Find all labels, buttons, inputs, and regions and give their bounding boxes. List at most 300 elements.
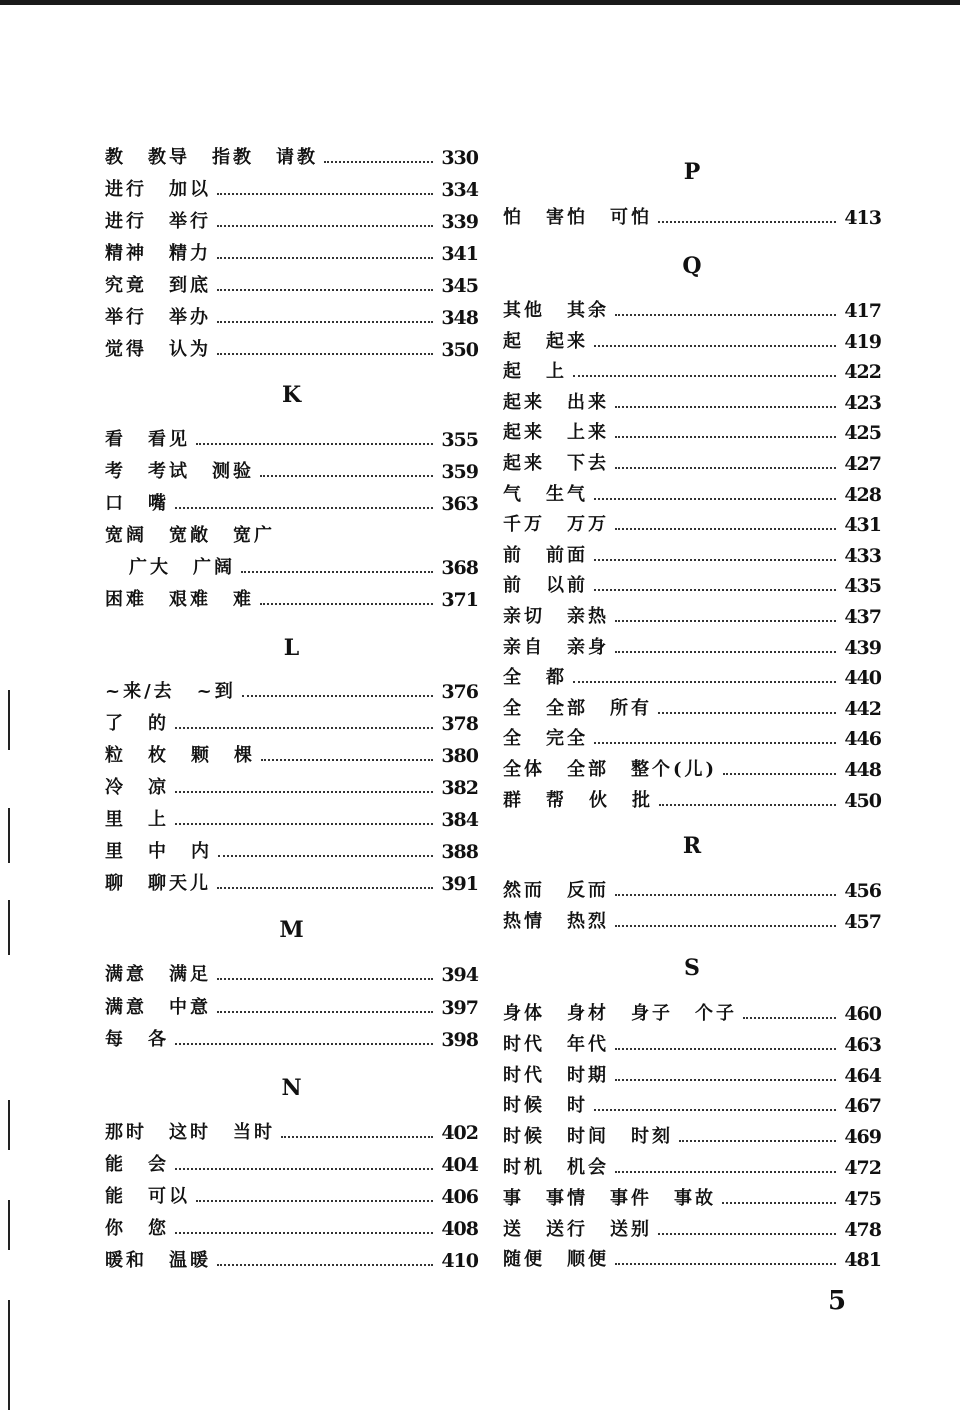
entry-term: 前 <box>503 544 524 566</box>
index-entry <box>503 605 881 629</box>
entry-terms <box>105 210 217 234</box>
dot-leader <box>217 978 433 980</box>
entry-term: ~来/去 <box>105 681 175 702</box>
entry-term: 这时 <box>169 1122 211 1143</box>
entry-term: 各 <box>148 1029 169 1050</box>
entry-term: 起来 <box>503 453 545 474</box>
index-entry <box>503 727 881 751</box>
entry-term: 满意 <box>105 964 147 985</box>
scan-margin-mark <box>8 900 10 955</box>
entry-terms <box>503 1125 679 1149</box>
dot-leader <box>615 1048 836 1050</box>
entry-term: 广阔 <box>193 557 235 578</box>
entry-terms <box>105 146 324 170</box>
index-entry <box>105 588 478 612</box>
entry-page-number: 376 <box>441 681 478 703</box>
entry-term: 出来 <box>567 391 609 413</box>
entry-term: 时候 <box>503 1126 545 1148</box>
entry-term: 时机 <box>503 1157 545 1178</box>
index-entry <box>503 1218 881 1242</box>
dot-leader <box>615 651 836 653</box>
entry-page-number: 456 <box>844 880 881 902</box>
section-heading-r: R <box>682 833 702 859</box>
entry-page-number: 363 <box>441 493 478 515</box>
dot-leader <box>324 161 433 163</box>
index-entry <box>105 712 478 736</box>
entry-term: 身材 <box>567 1003 609 1024</box>
entry-term: 时 <box>567 1095 588 1117</box>
entry-page-number: 423 <box>844 391 881 414</box>
dot-leader <box>175 1232 433 1234</box>
index-entry <box>105 996 478 1020</box>
entry-terms <box>503 483 594 507</box>
dot-leader <box>659 804 836 806</box>
entry-terms <box>105 1249 217 1273</box>
index-entry <box>503 299 881 323</box>
entry-term: 全体 <box>503 759 545 780</box>
dot-leader <box>615 528 836 530</box>
entry-term: 精神 <box>105 243 147 264</box>
dot-leader <box>573 375 836 377</box>
entry-term: 年代 <box>567 1033 609 1055</box>
entry-page-number: 345 <box>441 275 478 297</box>
entry-term: 看见 <box>148 429 190 450</box>
entry-term: 教导 <box>148 147 190 168</box>
scan-margin-mark <box>8 1100 10 1150</box>
dot-leader <box>241 571 433 573</box>
entry-terms <box>503 1033 615 1057</box>
entry-page-number: 398 <box>441 1029 478 1051</box>
dot-leader <box>658 712 836 714</box>
index-entry <box>503 1156 881 1180</box>
index-entry <box>105 242 478 266</box>
index-entry <box>105 146 478 170</box>
entry-page-number: 330 <box>441 147 478 169</box>
entry-term: 伙 <box>589 789 610 811</box>
index-entry <box>105 1121 478 1145</box>
entry-terms <box>105 1153 175 1177</box>
entry-term: 上来 <box>567 422 609 444</box>
entry-term: 中意 <box>169 996 211 1018</box>
entry-term: 亲切 <box>503 606 545 627</box>
entry-term: 机会 <box>567 1157 609 1178</box>
entry-term: 聊 <box>105 873 126 894</box>
index-entry <box>503 1033 881 1057</box>
scan-margin-mark <box>8 808 10 863</box>
dot-leader <box>723 773 836 775</box>
index-entry <box>105 1028 478 1052</box>
entry-term: 举行 <box>169 211 211 232</box>
entry-term: 千万 <box>503 514 545 536</box>
section-heading-q: Q <box>682 253 702 279</box>
entry-term: 中 <box>148 841 169 862</box>
dot-leader <box>175 1168 433 1170</box>
index-entry <box>503 758 881 782</box>
dot-leader <box>594 742 836 744</box>
entry-page-number: 464 <box>844 1064 881 1087</box>
entry-page-number: 481 <box>844 1249 881 1272</box>
entry-term: 随便 <box>503 1249 545 1271</box>
entry-term: 批 <box>632 789 653 811</box>
entry-term: 全部 <box>546 697 588 719</box>
entry-term: 反而 <box>567 880 609 901</box>
dot-leader <box>615 1171 836 1173</box>
entry-page-number: 446 <box>844 728 881 751</box>
entry-term: 里 <box>105 841 126 862</box>
dot-leader <box>594 1109 836 1111</box>
entry-term: 热情 <box>503 911 545 932</box>
index-entry <box>503 360 881 384</box>
dot-leader <box>260 475 433 477</box>
entry-terms <box>105 744 261 768</box>
entry-term: 送行 <box>546 1218 588 1240</box>
entry-term: 那时 <box>105 1122 147 1143</box>
entry-terms <box>503 206 658 230</box>
entry-term: 当时 <box>233 1122 275 1143</box>
index-entry <box>105 524 478 548</box>
entry-term: 亲自 <box>503 636 545 658</box>
entry-term: 您 <box>148 1218 169 1239</box>
entry-term: 可以 <box>148 1186 190 1207</box>
entry-term: 能 <box>105 1154 126 1175</box>
entry-term: 枚 <box>148 745 169 766</box>
index-entry <box>105 808 478 832</box>
entry-page-number: 431 <box>844 514 881 537</box>
entry-term: 顺便 <box>567 1249 609 1271</box>
entry-page-number: 422 <box>844 361 881 384</box>
entry-term: 送别 <box>610 1218 652 1240</box>
section-heading-p: P <box>683 159 701 185</box>
entry-page-number: 339 <box>441 211 478 233</box>
entry-page-number: 368 <box>441 557 478 579</box>
entry-terms <box>503 1094 594 1118</box>
entry-term: 请教 <box>276 147 318 168</box>
entry-term: 送 <box>503 1218 524 1240</box>
index-entry <box>503 513 881 537</box>
entry-term: 时间 <box>567 1126 609 1148</box>
dot-leader <box>615 1263 836 1265</box>
entry-term: 完全 <box>546 728 588 750</box>
index-entry <box>503 452 881 476</box>
entry-term: 凉 <box>148 777 169 798</box>
entry-term: 上 <box>148 809 169 830</box>
dot-leader <box>217 1011 433 1013</box>
dot-leader <box>175 507 433 509</box>
entry-terms <box>503 1002 743 1026</box>
dot-leader <box>196 443 433 445</box>
entry-term: 看 <box>105 429 126 450</box>
index-entry <box>503 789 881 813</box>
scan-margin-mark <box>8 690 10 750</box>
entry-page-number: 440 <box>844 667 881 690</box>
entry-terms <box>105 996 217 1020</box>
entry-terms <box>503 1064 615 1088</box>
dot-leader <box>615 406 836 408</box>
entry-term: 害怕 <box>546 207 588 228</box>
entry-terms <box>105 274 217 298</box>
entry-term: 起来 <box>546 330 588 352</box>
index-entry <box>503 391 881 415</box>
entry-term: 宽敞 <box>169 525 211 546</box>
section-heading-s: S <box>684 955 700 981</box>
index-entry <box>105 872 478 896</box>
entry-term: 全 <box>503 667 524 689</box>
index-entry <box>503 1187 881 1211</box>
index-entry <box>105 1249 478 1273</box>
dot-leader <box>217 257 433 259</box>
entry-term: 口 <box>105 493 126 514</box>
index-entry <box>503 421 881 445</box>
entry-term: 举行 <box>105 307 147 328</box>
entry-page-number: 475 <box>844 1187 881 1210</box>
entry-page-number: 427 <box>844 453 881 475</box>
entry-page-number: 413 <box>844 207 881 229</box>
dot-leader <box>217 353 433 355</box>
entry-terms <box>503 452 615 476</box>
index-entry <box>105 492 478 516</box>
entry-page-number: 382 <box>441 777 478 799</box>
entry-page-number: 391 <box>441 873 478 895</box>
entry-term: 全部 <box>567 759 609 780</box>
entry-terms <box>105 460 260 484</box>
entry-term: 粒 <box>105 745 126 766</box>
index-entry <box>105 744 478 768</box>
dot-leader <box>217 193 433 195</box>
entry-page-number: 448 <box>844 759 881 781</box>
entry-term: 测验 <box>212 461 254 482</box>
entry-terms <box>503 910 615 934</box>
entry-terms <box>105 1028 175 1052</box>
index-entry <box>503 1094 881 1118</box>
scan-margin-mark <box>8 1200 10 1250</box>
entry-terms <box>105 872 217 896</box>
entry-term: 时代 <box>503 1064 545 1086</box>
entry-term: 宽广 <box>233 525 275 546</box>
entry-terms <box>503 789 659 813</box>
entry-term: 内 <box>191 841 212 862</box>
entry-term: 困难 <box>105 589 147 610</box>
entry-term: 整个(儿) <box>631 759 718 780</box>
entry-page-number: 394 <box>441 964 478 986</box>
entry-term: 精力 <box>169 243 211 264</box>
dot-leader <box>242 695 434 697</box>
entry-page-number: 378 <box>441 713 478 735</box>
entry-term: 颗 <box>191 745 212 766</box>
entry-terms <box>105 306 217 330</box>
entry-page-number: 428 <box>844 483 881 506</box>
entry-page-number: 467 <box>844 1095 881 1118</box>
dot-leader <box>615 620 836 622</box>
entry-term: 热烈 <box>567 911 609 932</box>
dot-leader <box>217 321 433 323</box>
entry-terms <box>503 391 615 415</box>
index-entry <box>105 338 478 362</box>
entry-term: 事情 <box>546 1187 588 1209</box>
entry-terms <box>503 727 594 751</box>
entry-page-number: 450 <box>844 789 881 812</box>
entry-term: 帮 <box>546 789 567 811</box>
section-heading-m: M <box>279 917 304 943</box>
index-entry <box>503 910 881 934</box>
dot-leader <box>175 1043 433 1045</box>
index-entry <box>105 274 478 298</box>
entry-term: 你 <box>105 1218 126 1239</box>
entry-term: 考试 <box>148 461 190 482</box>
entry-terms <box>105 776 175 800</box>
dot-leader <box>658 221 836 223</box>
entry-page-number: 433 <box>844 544 881 567</box>
entry-term: 气 <box>503 483 524 505</box>
dot-leader <box>615 436 836 438</box>
index-entry <box>105 460 478 484</box>
entry-page-number: 442 <box>844 697 881 720</box>
entry-page-number: 406 <box>441 1186 478 1208</box>
entry-term: 教 <box>105 147 126 168</box>
dot-leader <box>218 855 433 857</box>
entry-terms <box>129 556 241 580</box>
entry-term: 全 <box>503 728 524 750</box>
dot-leader <box>594 345 836 347</box>
entry-terms <box>503 1248 615 1272</box>
entry-term: 下去 <box>567 453 609 474</box>
entry-term: 指教 <box>212 147 254 168</box>
entry-term: 宽阔 <box>105 525 147 546</box>
entry-page-number: 417 <box>844 300 881 322</box>
section-heading-n: N <box>281 1075 302 1101</box>
entry-term: 时刻 <box>631 1126 673 1148</box>
entry-page-number: 463 <box>844 1033 881 1056</box>
entry-page-number: 469 <box>844 1126 881 1149</box>
entry-terms <box>105 242 217 266</box>
entry-term: 每 <box>105 1029 126 1050</box>
index-entry <box>503 879 881 903</box>
entry-page-number: 410 <box>441 1250 478 1272</box>
entry-term: 满意 <box>105 996 147 1018</box>
index-entry <box>503 1064 881 1088</box>
dot-leader <box>261 759 433 761</box>
entry-term: 时候 <box>503 1095 545 1117</box>
dot-leader <box>615 467 836 469</box>
entry-terms <box>105 1185 196 1209</box>
entry-page-number: 404 <box>441 1154 478 1176</box>
entry-term: 所有 <box>610 697 652 719</box>
dot-leader <box>281 1136 433 1138</box>
entry-page-number: 397 <box>441 996 478 1019</box>
entry-term: 亲热 <box>567 606 609 627</box>
entry-term: 生气 <box>546 483 588 505</box>
index-entry <box>105 1185 478 1209</box>
dot-leader <box>594 498 836 500</box>
entry-page-number: 408 <box>441 1218 478 1240</box>
index-entry <box>503 1002 881 1026</box>
entry-page-number: 355 <box>441 429 478 451</box>
entry-term: 冷 <box>105 777 126 798</box>
entry-terms <box>503 636 615 660</box>
entry-term: 觉得 <box>105 339 147 360</box>
entry-terms <box>503 758 723 782</box>
entry-terms <box>105 178 217 202</box>
entry-terms <box>503 1156 615 1180</box>
entry-term: 起来 <box>503 391 545 413</box>
index-entry <box>503 697 881 721</box>
entry-terms <box>503 513 615 537</box>
entry-term: 认为 <box>169 339 211 360</box>
entry-terms <box>105 1121 281 1145</box>
index-entry <box>105 428 478 452</box>
entry-terms <box>105 492 175 516</box>
entry-term: 起 <box>503 361 524 383</box>
entry-term: 其余 <box>567 300 609 321</box>
dot-leader <box>615 894 836 896</box>
index-entry <box>503 330 881 354</box>
entry-term: 进行 <box>105 211 147 232</box>
dot-leader <box>615 1079 836 1081</box>
index-entry <box>105 840 478 864</box>
entry-term: 怕 <box>503 207 524 228</box>
entry-terms <box>105 808 175 832</box>
entry-page-number: 371 <box>441 589 478 611</box>
index-right-column <box>503 0 881 1418</box>
dot-leader <box>217 289 433 291</box>
entry-page-number: 380 <box>441 745 478 767</box>
entry-term: 身体 <box>503 1003 545 1024</box>
page-number: 5 <box>828 1286 847 1316</box>
entry-term: 到底 <box>169 275 211 296</box>
entry-page-number: 437 <box>844 606 881 628</box>
entry-term: 考 <box>105 461 126 482</box>
index-left-column <box>105 0 478 1418</box>
entry-page-number: 419 <box>844 330 881 353</box>
entry-term: 加以 <box>169 179 211 200</box>
entry-term: 举办 <box>169 307 211 328</box>
entry-page-number: 472 <box>844 1157 881 1179</box>
entry-term: 亲身 <box>567 636 609 658</box>
entry-term: 都 <box>546 667 567 689</box>
entry-page-number: 388 <box>441 841 478 863</box>
index-entry <box>105 680 478 704</box>
entry-terms <box>105 840 218 864</box>
entry-term: 究竟 <box>105 275 147 296</box>
entry-page-number: 460 <box>844 1003 881 1025</box>
entry-term: 身子 <box>631 1003 673 1024</box>
entry-page-number: 350 <box>441 339 478 361</box>
index-entry <box>503 574 881 598</box>
entry-term: 嘴 <box>148 493 169 514</box>
dot-leader <box>722 1202 836 1204</box>
entry-terms <box>105 428 196 452</box>
index-entry <box>503 666 881 690</box>
entry-term: 聊天儿 <box>148 873 211 894</box>
entry-term: 前 <box>503 575 524 597</box>
entry-term: 起来 <box>503 422 545 444</box>
index-entry <box>503 1248 881 1272</box>
entry-terms <box>503 544 594 568</box>
index-entry <box>105 963 478 987</box>
entry-terms <box>105 680 242 704</box>
entry-terms <box>503 421 615 445</box>
dot-leader <box>594 559 836 561</box>
entry-term: 棵 <box>234 745 255 766</box>
entry-term: 时代 <box>503 1033 545 1055</box>
index-entry <box>503 206 881 230</box>
entry-terms <box>105 524 281 548</box>
entry-term: 广大 <box>129 557 171 578</box>
entry-term: 艰难 <box>169 589 211 610</box>
entry-term: 事故 <box>674 1187 716 1209</box>
index-entry <box>105 1153 478 1177</box>
dot-leader <box>679 1140 836 1142</box>
index-entry <box>503 483 881 507</box>
